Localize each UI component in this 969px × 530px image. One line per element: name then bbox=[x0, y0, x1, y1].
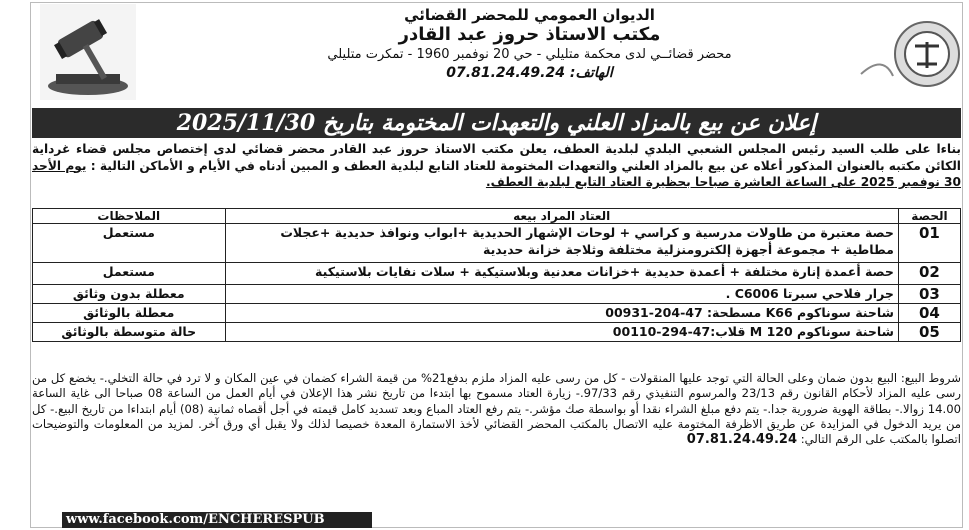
lot-item: شاحنة سوناكوم K66 مسطحة: 47-204-00931 bbox=[225, 304, 898, 323]
table-row bbox=[33, 224, 961, 263]
facebook-link[interactable]: www.facebook.com/ENCHERESPUB bbox=[62, 512, 372, 528]
intro-paragraph bbox=[32, 141, 961, 191]
header-notes: الملاحظات bbox=[33, 209, 226, 224]
intro-text: بناءا على طلب السيد رئيس المجلس الشعبي البلدي لبلدية العطف، يعلن مكتب الاستاذ حروز عبد القادر محضر قضائي لدى إختصاص مجلس قضاء غرداية الكائن مكتبه بالعنوان المذكور أعلاه عن بيع بالمزاد العلني والتعهدات المختومة للعتاد التابع لبلدية العطف و المبين أدناه في الأيام و الأماكن التالية : bbox=[32, 142, 961, 173]
notice-title: إعلان عن بيع بالمزاد العلني والتعهدات المختومة بتاريخ 2025/11/30 bbox=[32, 108, 961, 138]
header-lot: الحصة bbox=[898, 209, 960, 224]
lot-item: حصة أعمدة إنارة مختلفة + أعمدة حديدية +خزانات معدنية وبلاستيكية + سلات نفايات بلاستيكية bbox=[225, 263, 898, 285]
table-row bbox=[33, 285, 961, 304]
lot-number: 02 bbox=[898, 263, 960, 285]
phone-label: الهاتف: bbox=[569, 65, 613, 81]
lot-number: 05 bbox=[898, 323, 960, 342]
lot-note: مستعمل bbox=[33, 224, 226, 263]
table-header-row bbox=[33, 209, 961, 224]
terms-text: شروط البيع: البيع بدون ضمان وعلى الحالة التي توجد عليها المنقولات - كل من رسى عليه المزاد ملزم بدفع21% من قيمة الشراء كضمان في عين المكان و لا ترد في حالة التخلي.- يخضع كل من رسى عليه المزاد لأحكام القانون رقم 23/13 والمرسوم التنفيذي رقم 97/33.- زيارة العتاد مسموح بها ابتدءا من تاريخ نشر هذا الإعلان في أيام العمل من الساعة 08 صباحا الى غاية الساعة 14.00 زوالا.- بطاقة الهوية ضرورية جدا.- يتم دفع مبلغ الشراء نقدا أو بواسطة صك مؤشر.- يتم رفع العتاد المباع وبعد تسديد كامل قيمته في أجل أقصاه ثمانية (08) أيام ابتداءا من تاريخ البيع.- كل من يريد الدخول في المزايدة عن طريق الاظرفة المختومة عليه الاتصال بالمكتب المحضر القضائي لأخذ الاستمارة المعدة خصيصا لذلك ولا يقبل أي ورق آخر. لمزيد من المعلومات والتوضيحات اتصلوا بالمكتب على الرقم التالي: bbox=[32, 371, 961, 447]
lot-note: معطلة بالوثائق bbox=[33, 304, 226, 323]
phone-number: 07.81.24.49.24 bbox=[446, 65, 565, 81]
table-row bbox=[33, 263, 961, 285]
office-name: مكتب الاستاذ حروز عبد القادر bbox=[398, 24, 661, 45]
table-row bbox=[33, 304, 961, 323]
header-item: العتاد المراد بيعه bbox=[225, 209, 898, 224]
table-row bbox=[33, 323, 961, 342]
lot-number: 04 bbox=[898, 304, 960, 323]
office-header bbox=[300, 6, 759, 82]
bailiff-office-logo bbox=[853, 14, 961, 94]
office-line-1: الديوان العمومي للمحضر القضائي bbox=[404, 6, 655, 24]
sale-terms bbox=[32, 371, 961, 447]
lot-item: حصة معتبرة من طاولات مدرسية و كراسي + لوحات الإشهار الحديدية +ابواب ونوافذ حديدية +عجلات مطاطية + مجموعة أجهزة إلكترومنزلية مختلفة وثلاجة خزانة حديدية bbox=[225, 224, 898, 263]
lot-note: معطلة بدون وثائق bbox=[33, 285, 226, 304]
lots-table bbox=[32, 208, 961, 342]
auction-date: يوم الأحد 30 نوفمبر 2025 على الساعة العاشرة صباحا بحظيرة العتاد التابع لبلدية العطف. bbox=[32, 158, 961, 189]
lot-item: شاحنة سوناكوم 120 M قلاب:47-294-00110 bbox=[225, 323, 898, 342]
lot-number: 03 bbox=[898, 285, 960, 304]
lot-note: مستعمل bbox=[33, 263, 226, 285]
lot-number: 01 bbox=[898, 224, 960, 263]
lot-item: جرار فلاحي سبرتا C6006 . bbox=[225, 285, 898, 304]
gavel-icon bbox=[40, 4, 136, 100]
office-phone bbox=[300, 64, 759, 82]
lot-note: حالة متوسطة بالوثائق bbox=[33, 323, 226, 342]
office-address: محضر قضائــي لدى محكمة متليلي - حي 20 نوفمبر 1960 - تمكرت متليلي bbox=[327, 47, 732, 62]
terms-phone: 07.81.24.49.24 bbox=[686, 432, 798, 448]
